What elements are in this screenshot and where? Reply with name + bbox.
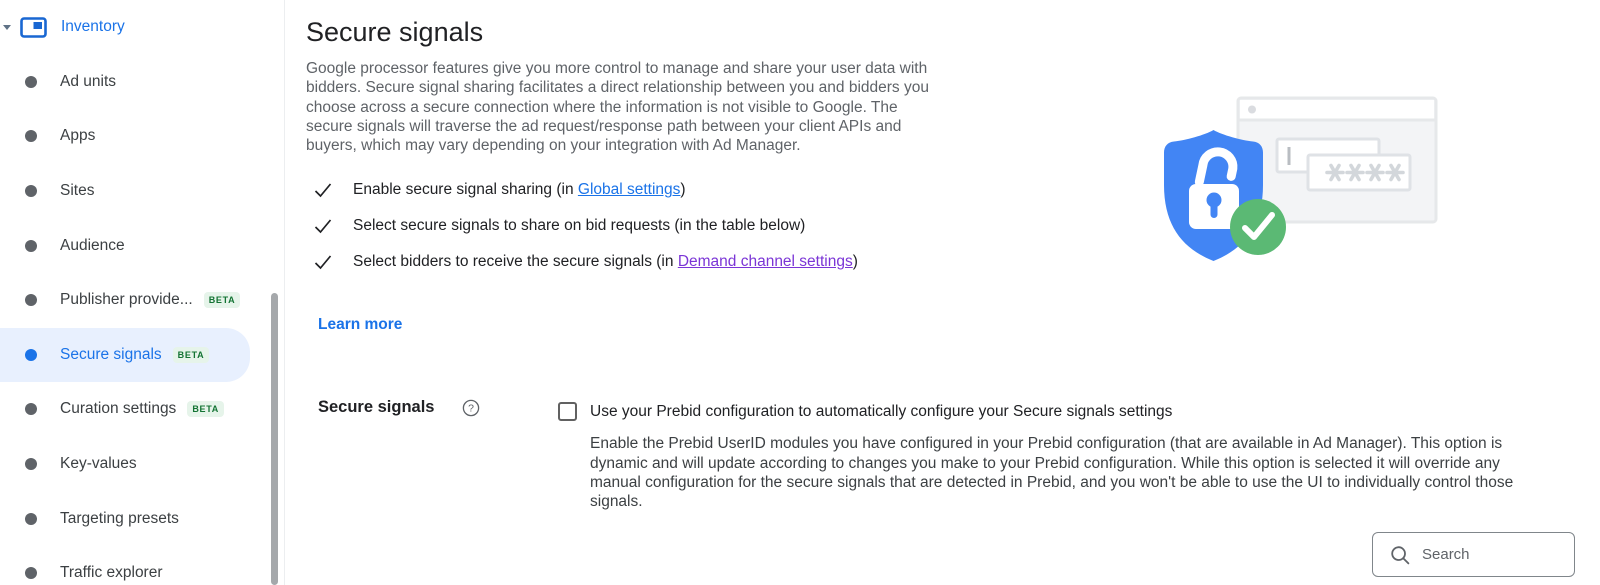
demand-channel-settings-link[interactable]: Demand channel settings (677, 253, 853, 271)
sidebar-item-inventory[interactable] (0, 0, 284, 55)
checklist-text: Select secure signals to share on bid requests (in the table below) (353, 217, 806, 235)
bullet-icon (25, 294, 37, 306)
bullet-icon (25, 349, 37, 361)
table-search-field[interactable] (1372, 532, 1575, 577)
checklist-item-text (353, 217, 805, 235)
checkbox-description: Enable the Prebid UserID modules you have configured in your Prebid configuration (that are available in Ad Manager). This option is dynamic and will update according to changes you make to your Prebid configuration. While this option is selected it will override any manual configuration for the secure signals that are detected in Prebid, and you won't be able to use the UI to individually control those signals. (590, 435, 1514, 511)
beta-badge: BETA (187, 401, 224, 417)
sidebar-item-label: Sites (60, 182, 95, 200)
section-label: Secure signals (318, 398, 435, 417)
sidebar-item-label: Key-values (60, 455, 137, 473)
bullet-icon (25, 567, 37, 579)
sidebar-item-label: Secure signals (60, 345, 162, 363)
learn-more-link[interactable]: Learn more (318, 316, 403, 334)
sidebar-item-audience[interactable] (0, 218, 284, 273)
checklist-text: Enable secure signal sharing (in (353, 181, 578, 199)
search-input[interactable] (1422, 546, 1562, 563)
svg-text:?: ? (468, 402, 475, 415)
help-icon[interactable] (462, 399, 480, 417)
checklist-text: ) (852, 253, 858, 271)
checklist-item-text (353, 253, 858, 271)
prebid-config-checkbox[interactable] (558, 402, 577, 421)
sidebar-item-publisher-provided[interactable] (0, 273, 284, 328)
sidebar-item-targeting-presets[interactable] (0, 491, 284, 546)
checkmark-icon (313, 180, 333, 200)
sidebar-item-label: Ad units (60, 72, 117, 90)
bullet-icon (25, 185, 37, 197)
bullet-icon (25, 513, 37, 525)
bullet-icon (25, 130, 37, 142)
sidebar-item-label: Publisher provide... (60, 291, 193, 309)
checkmark-icon (313, 216, 333, 236)
bullet-icon (25, 240, 37, 252)
page-description: Google processor features give you more control to manage and share your user data with bidders. Secure signal sharing facilitates a direct relationship between you and bidders you choose across a secure connection where the information is not visible to Google. The secure signals will traverse the ad request/response path between your client APIs and buyers, which may vary depending on your integration with Ad Manager. (306, 60, 929, 155)
bullet-icon (25, 76, 37, 88)
sidebar-item-ad-units[interactable] (0, 55, 284, 110)
checklist-text: ) (680, 181, 686, 199)
sidebar-item-sites[interactable] (0, 164, 284, 219)
sidebar-item-label: Traffic explorer (60, 564, 163, 582)
page-title: Secure signals (306, 17, 484, 47)
collapse-arrow-icon[interactable] (3, 25, 11, 30)
checklist-item-text (353, 181, 686, 199)
secure-signals-settings-section (306, 398, 1600, 511)
sidebar-item-label: Inventory (61, 18, 125, 36)
beta-badge: BETA (173, 347, 210, 363)
checklist-text: Select bidders to receive the secure signals (in (353, 253, 678, 271)
sidebar-scrollbar[interactable] (271, 293, 278, 585)
sidebar-item-secure-signals[interactable] (0, 328, 250, 383)
checkmark-icon (313, 252, 333, 272)
sidebar-item-label: Curation settings (60, 400, 177, 418)
bullet-icon (25, 403, 37, 415)
sidebar-item-key-values[interactable] (0, 437, 284, 492)
sidebar-item-label: Audience (60, 236, 125, 254)
check-badge-graphic (1230, 199, 1286, 255)
search-icon (1390, 545, 1410, 565)
inventory-sidebar (0, 0, 285, 585)
sidebar-item-traffic-explorer[interactable] (0, 546, 284, 585)
beta-badge: BETA (204, 292, 241, 308)
inventory-icon (20, 17, 47, 38)
bullet-icon (25, 458, 37, 470)
sidebar-item-label: Apps (60, 127, 96, 145)
sidebar-item-curation-settings[interactable] (0, 382, 284, 437)
secure-signals-illustration (1150, 88, 1450, 268)
sidebar-item-apps[interactable] (0, 109, 284, 164)
checkbox-label[interactable]: Use your Prebid configuration to automatically configure your Secure signals settings (590, 402, 1173, 420)
global-settings-link[interactable]: Global settings (577, 181, 681, 199)
sidebar-item-label: Targeting presets (60, 509, 179, 527)
